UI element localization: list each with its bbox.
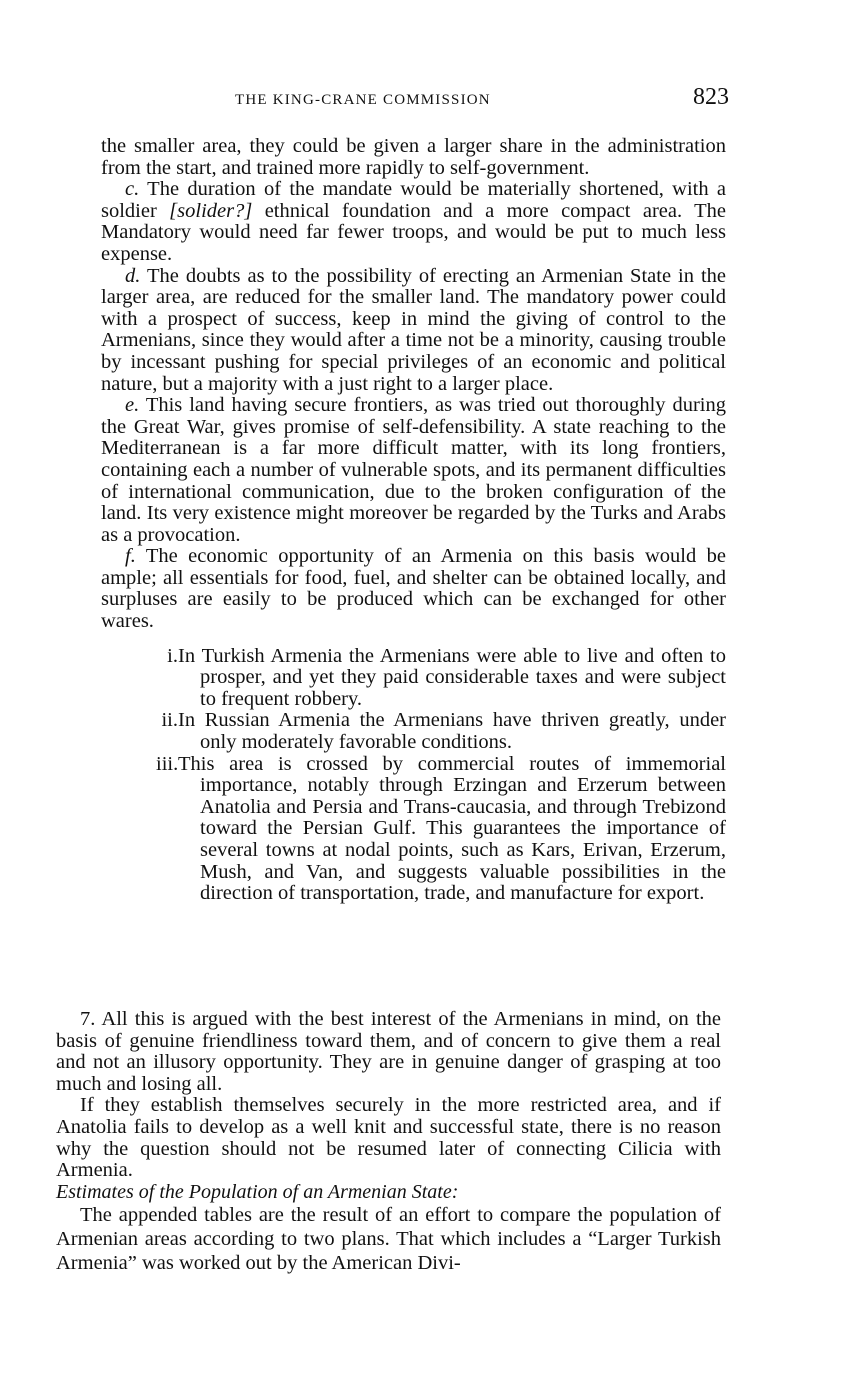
list-item-text: In Russian Armenia the Armenians have thriven greatly, under only moderately favorable conditions. [178,709,726,754]
paragraph-e-text: This land having secure frontiers, as was tried out thoroughly during the Great War, gives promise of self-defensibility. A state reaching to the Mediterranean is a far more difficult matter, with its long frontiers, containing each a number of vulnerable spots, and its permanent difficulties of international communication, due to the broken configuration of the land. Its very existence might moreover be regarded by the Turks and Arabs as a provocation. [101,394,726,546]
paragraph-c-label: c. [125,178,140,201]
paragraph-f-text: The economic opportunity of an Armenia on this basis would be ample; all essentials for food, fuel, and shelter can be obtained locally, and surpluses are easily to be produced which can be exchanged for other wares. [101,545,726,633]
paragraph-c-bracket-note: [solider?] [169,199,253,222]
list-item [101,646,726,711]
list-item-number: i. [167,644,178,667]
running-title: THE KING-CRANE COMMISSION [235,92,491,108]
paragraph-d-label: d. [125,264,141,287]
page-header [0,84,859,118]
list-item-number: ii. [161,709,178,732]
list-item [101,754,726,905]
list-item-text: This area is crossed by commercial routes of immemorial importance, notably through Erzingan and Erzerum between Anatolia and Persia and Trans-caucasia, and through Trebizond toward the Persian Gulf. This guarantees the importance of several towns at nodal points, such as Kars, Erivan, Erzerum, Mush, and Van, and suggests valuable possibilities in the direction of transportation, trade, and manufacture for export. [178,752,726,905]
paragraph-if: If they establish themselves securely in the more restricted area, and if Anatolia fails to develop as a well knit and successful state, there is no reason why the question should not be resumed later of connecting Cilicia with Armenia. [56,1094,721,1182]
section-7-block [56,1009,721,1275]
section-heading: Estimates of the Population of an Armenian State: [56,1180,459,1203]
paragraph-e-label: e. [125,394,140,417]
paragraph-c-text-before: The duration of the mandate would be materially shortened, with a soldier [101,178,726,222]
paragraph-7: 7. All this is argued with the best interest of the Armenians in mind, on the basis of genuine friendliness toward them, and of concern to give them a real and not an illusory opportunity. They are in genuine danger of grasping at too much and losing all. [56,1008,721,1095]
paragraph-intro: the smaller area, they could be given a larger share in the administration from the start, and trained more rapidly to self-government. [101,135,726,179]
paragraph-c [101,179,726,265]
paragraph-d-text: The doubts as to the possibility of erecting an Armenian State in the larger area, are reduced for the smaller land. The mandatory power could with a prospect of success, keep in mind the giving of control to the Armenians, since they would after a time not be a minority, causing trouble by incessant pushing for special privileges of an economic and political nature, but a majority with a just right to a larger place. [101,264,726,395]
list-item [101,710,726,753]
paragraph-e [101,395,726,546]
paragraph-c-text-after: ethnical foundation and a more compact area. The Mandatory would need far fewer troops, and would be put to much less expense. [101,199,726,265]
paragraph-d [101,266,726,396]
numbered-list [101,646,726,905]
page-number: 823 [693,84,729,110]
paragraph-f-label: f. [125,545,136,568]
paragraph-final: The appended tables are the result of an effort to compare the population of Armenian areas according to two plans. That which includes a “Larger Turkish Armenia” was worked out by the American Divi- [56,1204,721,1275]
main-text-block [101,136,726,905]
list-item-text: In Turkish Armenia the Armenians were able to live and often to prosper, and yet they paid considerable taxes and were subject to frequent robbery. [178,644,726,710]
list-item-number: iii. [156,752,179,775]
paragraph-f [101,546,726,632]
